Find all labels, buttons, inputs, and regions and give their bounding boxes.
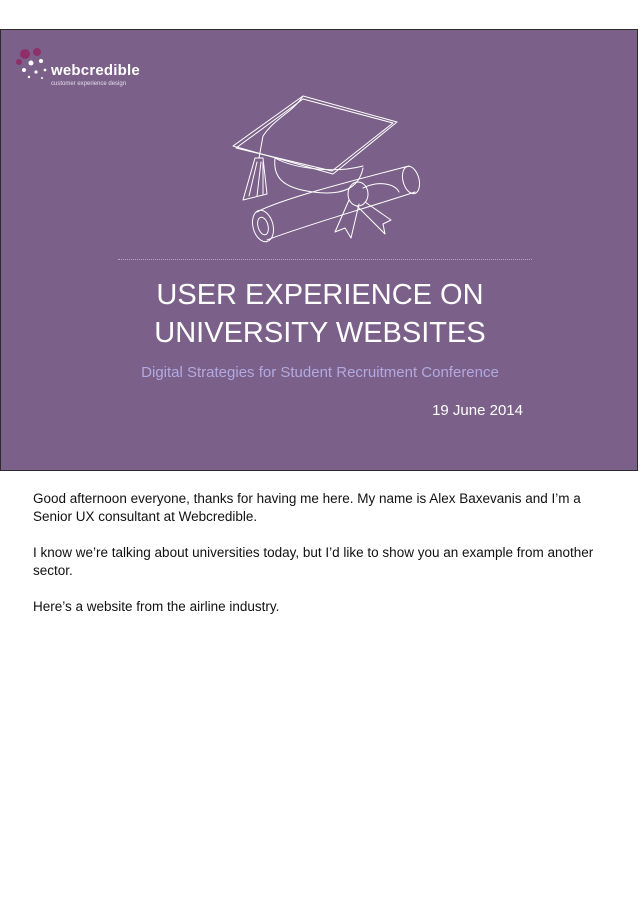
graduation-cap-and-diploma-icon bbox=[223, 88, 423, 248]
slide-title-line-1: USER EXPERIENCE ON bbox=[156, 279, 484, 311]
notes-paragraph: I know we’re talking about universities today, but I’d like to show you an example from another sector. bbox=[33, 545, 594, 578]
slide-date: 19 June 2014 bbox=[432, 402, 523, 419]
slide-subtitle: Digital Strategies for Student Recruitment Conference bbox=[141, 364, 499, 381]
logo-tagline: customer experience design bbox=[51, 81, 127, 87]
notes-paragraph: Here’s a website from the airline industry. bbox=[33, 599, 280, 614]
webcredible-logo bbox=[15, 46, 165, 90]
slide bbox=[0, 29, 638, 471]
notes-paragraph: Good afternoon everyone, thanks for having me here. My name is Alex Baxevanis and I’m a Senior UX consultant at Webcredible. bbox=[33, 491, 581, 524]
slide-title-line-2: UNIVERSITY WEBSITES bbox=[154, 317, 486, 349]
title-divider bbox=[118, 259, 532, 260]
speaker-notes bbox=[33, 490, 613, 634]
logo-dots-icon bbox=[15, 46, 51, 82]
logo-wordmark: webcredible bbox=[51, 62, 140, 79]
